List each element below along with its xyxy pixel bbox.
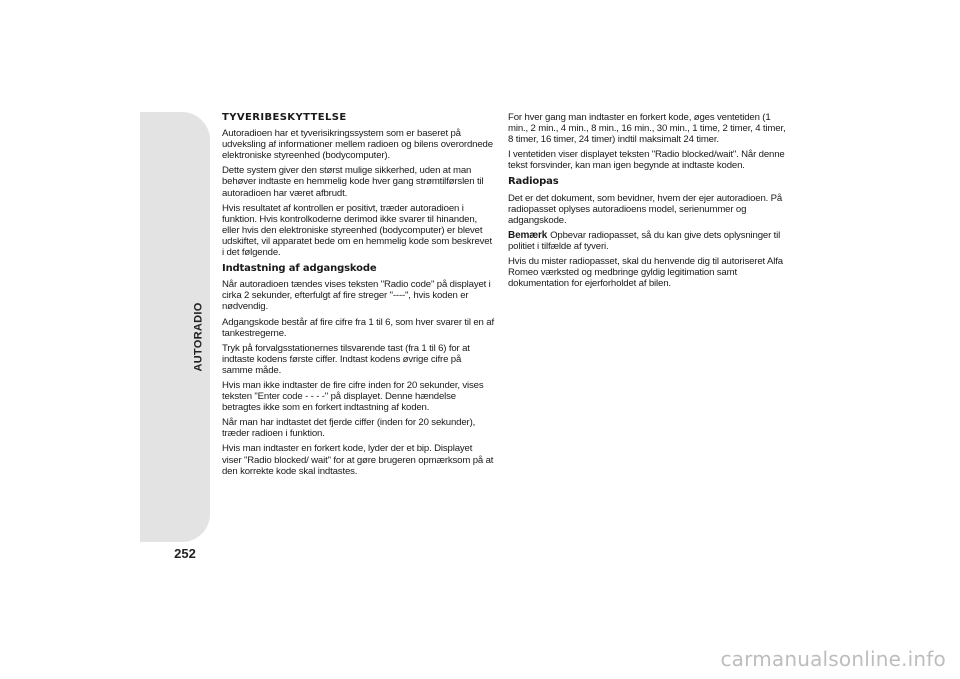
right-column [508, 112, 788, 293]
intro-paragraph: Autoradioen har et tyverisikringssystem som er baseret på udveksling af informationer mellem radioen og bilens overordnede elektroniske styreenhed (bodycomputer). [222, 128, 493, 162]
watermark: carmanualsonline.info [720, 647, 946, 671]
page-number: 252 [174, 546, 196, 561]
code-paragraph: Når man har indtastet det fjerde ciffer (inden for 20 sekunder), træder radioen i funktion. [222, 417, 476, 440]
code-paragraph: Tryk på forvalgsstationernes tilsvarende tast (fra 1 til 6) for at indtaste kodens første ciffer. Indtast kodens øvrige cifre på samme måde. [222, 342, 470, 376]
left-column [222, 112, 494, 481]
wait-time-paragraph: For hver gang man indtaster en forkert kode, øges ventetiden (1 min., 2 min., 4 min., 8 min., 16 min., 30 min., 1 time, 2 timer, 4 timer, 8 timer, 16 timer, 24 timer) indtil maksimalt 24 timer. [508, 112, 786, 146]
code-paragraph: Når autoradioen tændes vises teksten "Radio code" på displayet i cirka 2 sekunder, efterfulgt af fire streger "----", hvis koden er nødvendig. [222, 279, 491, 313]
wait-time-paragraph: I ventetiden viser displayet teksten "Radio blocked/wait". Når denne tekst forsvinder, kan man igen begynde at indtaste koden. [508, 149, 785, 172]
code-paragraph: Adgangskode består af fire cifre fra 1 til 6, som hver svarer til en af tankestregerne. [222, 316, 494, 339]
section-title: TYVERIBESKYTTELSE [222, 112, 347, 123]
note-paragraph [508, 230, 788, 252]
section-label: AUTORADIO [193, 302, 206, 372]
note-label: Bemærk [508, 229, 548, 241]
radiopas-paragraph: Det er det dokument, som bevidner, hvem der ejer autoradioen. På radiopasset oplyses autoradioens model, serienummer og adgangskode. [508, 192, 783, 226]
radiopas-heading: Radiopas [508, 176, 559, 188]
intro-paragraph: Dette system giver den størst mulige sikkerhed, uden at man behøver indtaste en hemmelig kode hver gang strømtilførslen til autoradioen har været afbrudt. [222, 165, 484, 199]
section-tab [188, 300, 210, 374]
code-entry-heading: Indtastning af adgangskode [222, 263, 377, 275]
note-text: Opbevar radiopasset, så du kan give dets oplysninger til politiet i tilfælde af tyveri. [508, 229, 781, 252]
code-paragraph: Hvis man indtaster en forkert kode, lyder der et bip. Displayet viser "Radio blocked/ wait" for at gøre brugeren opmærksom på at den korrekte kode skal indtastes. [222, 443, 494, 477]
intro-paragraph: Hvis resultatet af kontrollen er positivt, træder autoradioen i funktion. Hvis kontrolkoderne derimod ikke svarer til hinanden, eller hvis den elektroniske styreenhed (bodycomputer) er blevet udskiftet, vil apparatet bede om en hemmelig kode som beskrevet i det følgende. [222, 202, 492, 259]
code-paragraph: Hvis man ikke indtaster de fire cifre inden for 20 sekunder, vises teksten "Enter code - - - -" på displayet. Denne hændelse betragtes ikke som en forkert indtastning af koden. [222, 379, 484, 414]
final-paragraph: Hvis du mister radiopasset, skal du henvende dig til autoriseret Alfa Romeo værksted og medbringe gyldig legitimation samt dokumentation for ejerforholdet af bilen. [508, 256, 783, 290]
